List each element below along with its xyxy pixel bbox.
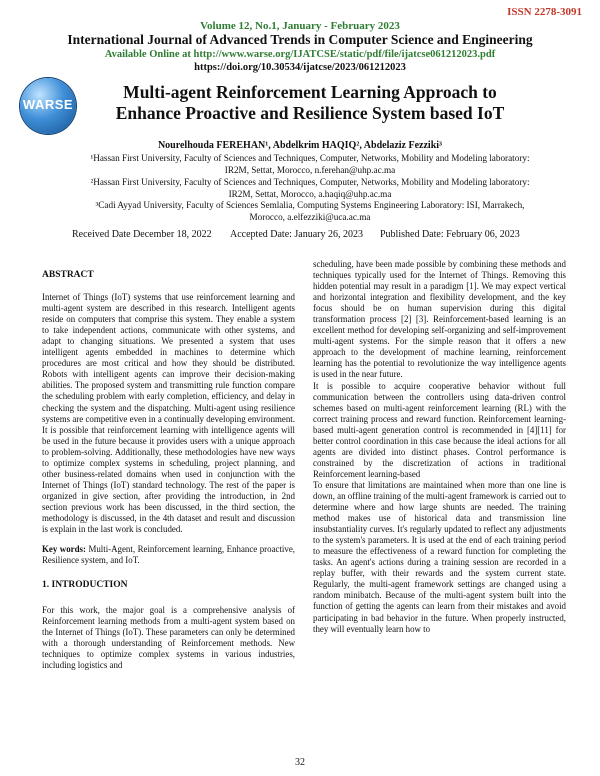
introduction-heading: 1. INTRODUCTION — [42, 580, 128, 591]
volume-line: Volume 12, No.1, January - February 2023 — [200, 20, 400, 32]
author-list: Nourelhouda FEREHAN¹, Abdelkrim HAQIQ², Abdelaziz Fezziki³ — [157, 140, 443, 151]
title-line-2: Enhance Proactive and Resilience System based IoT — [115, 103, 505, 123]
title-line-1: Multi-agent Reinforcement Learning Approach to — [123, 82, 497, 102]
keywords-paragraph — [42, 544, 295, 566]
body-paragraph-3: To ensure that limitations are maintained when more than one line is down, an offline training of the multi-agent framework is carried out to determine where and how large shunts are needed. The training method makes use of historical data and transmission line insubstantiality curves. It's regularly updated to reflect any adjustments to the system's parameters. It is used at the end of each training period to measure the effectiveness of a reward function for completing the tasks. An agent's actions during a training session are recorded in a replay buffer, with their rewards and the system current state. Regularly, the multi-agent framework settings are changed using a random minibatch. Because of the multi-agent system built into the function of getting the agents can learn from their mistakes and avoid participating in bad behavior in the future. When properly instructed, they will eventually learn how to — [313, 479, 566, 634]
affiliation-2: ²Hassan First University, Faculty of Sciences and Techniques, Computer, Networks, Mobility and Modeling laboratory: IR2M, Settat, Morocco, a.haqiq@uhp.ac.ma — [90, 177, 530, 199]
received-date: Received Date December 18, 2022 — [72, 229, 212, 240]
body-paragraph-2: It is possible to acquire cooperative behavior without full communication between the controllers using data-driven control schemes based on multi-agent reinforcement learning (RL) with the correct training process and reward function. Reinforcement learning-based multi-agent generation control is recommended in [4][11] for better control coordination in this case because the ideal actions for all agents are divided into distinct phases. Control performance is constrained by the discretization of actions in traditional Reinforcement learning-based — [313, 380, 566, 479]
abstract-text: Internet of Things (IoT) systems that use reinforcement learning and multi-agent system are described in this research. Intelligent agents reside on computers that comprise this system. They enable a system to take independent actions, communicate with other systems, and adapt to changing situations. We presented a system that uses intelligent agents embedded in machines to determine which procedures are most critical and how they should be distributed. Robots with intelligent agents can improve their decision-making abilities. The proposed system and transmitting rule function compare the scheduling problem with early completion, efficiency, and delay in checking the system and the dispatching. Multi-agent using resilience systems are competitive even in a continually developing environment. It is possible that reinforcement learning with intelligence agents will be used in the future because it provides users with a unique approach to problem-solving. Additionally, these methodologies have new ways to optimize complex systems in scheduling, project planning, and other business-related domains when used in conjunction with the Internet of Things (IoT) standard technology. The rest of the paper is organized in give section, after providing the introduction, in 2nd section previous work has been discussed, in the third section, the methodology is discussed, in the 4th dataset and result and discussion is explain in the last work is concluded. — [42, 292, 295, 535]
keywords-label: Key words: — [42, 544, 86, 555]
logo-text: WARSE — [22, 97, 74, 112]
available-online-link[interactable]: Available Online at http://www.warse.org/IJATCSE/static/pdf/file/ijatcse061212023.pdf — [104, 49, 496, 60]
abstract-heading: ABSTRACT — [42, 270, 94, 280]
body-paragraph-1: scheduling, have been made possible by combining these methods and techniques typically used for the Internet of Things. Removing this hidden potential may result in a paradigm [1]. We may expect vertical and horizontal integration and flexibility development, and the key focus should be on human supervision during this digital transformation process [2] [3]. Reinforcement-based learning is an excellent method for developing self-organizing and self-improvement multi-agent systems. For the simple reason that it offers a new approach to the development of machine learning, reinforcement learning has the potential to revolutionize the way intelligence agents is used in the near future. — [313, 259, 566, 380]
published-date: Published Date: February 06, 2023 — [380, 229, 520, 240]
affiliation-3: ³Cadi Ayyad University, Faculty of Sciences Semlalia, Computing Systems Engineering Laboratory: ISI, Marrakech, Morocco, a.elfezziki@uca.ac.ma — [95, 200, 525, 222]
left-column — [42, 270, 295, 672]
doi-link[interactable]: https://doi.org/10.30534/ijatcse/2023/061212023 — [194, 62, 406, 73]
journal-name: International Journal of Advanced Trends in Computer Science and Engineering — [67, 32, 533, 47]
accepted-date: Accepted Date: January 26, 2023 — [230, 229, 364, 240]
paper-title — [60, 82, 560, 124]
affiliation-1: ¹Hassan First University, Faculty of Sciences and Techniques, Computer, Networks, Mobility and Modeling laboratory: IR2M, Settat, Morocco, n.ferehan@uhp.ac.ma — [90, 153, 530, 175]
issn-label: ISSN 2278-3091 — [507, 6, 582, 18]
page-number: 32 — [295, 757, 305, 768]
introduction-text: For this work, the major goal is a comprehensive analysis of Reinforcement learning methods from a multi-agent system based on the Internet of Things (IoT). These parameters can only be determined with a thorough understanding of Reinforcement methods. New techniques to optimize complex systems in various industries, including logistics and — [42, 605, 295, 671]
keywords-text: Multi-Agent, Reinforcement learning, Enhance proactive, Resilience system, and IoT. — [42, 544, 295, 566]
right-column — [313, 259, 566, 635]
